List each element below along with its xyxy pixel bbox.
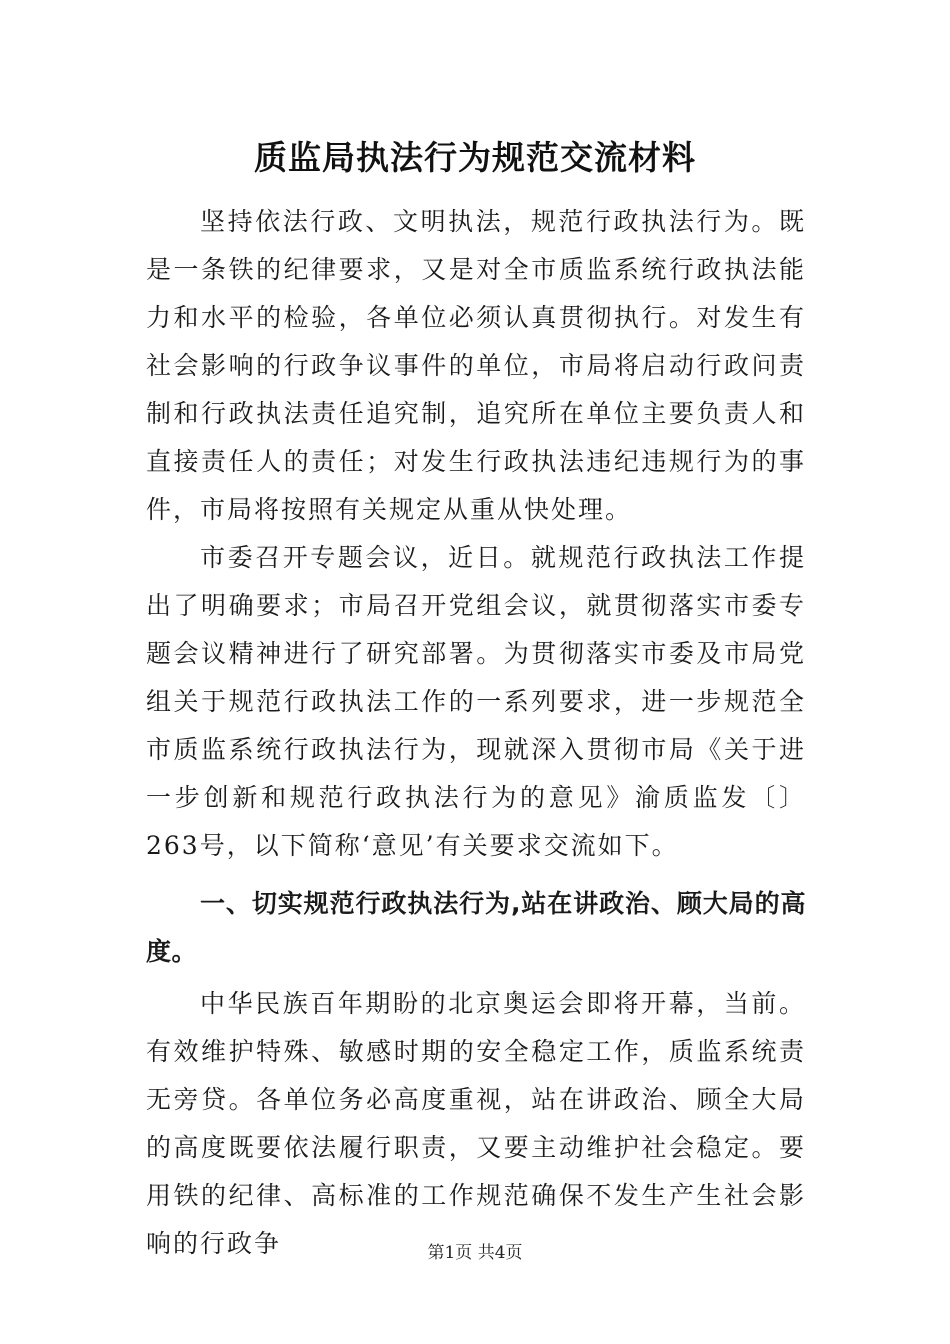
paragraph: 市委召开专题会议，近日。就规范行政执法工作提出了明确要求；市局召开党组会议，就贯彻落实市委专题会议精神进行了研究部署。为贯彻落实市委及市局党组关于规范行政执法工作的一系列要求，进一步规范全市质监系统行政执法行为，现就深入贯彻市局《关于进一步创新和规范行政执法行为的意见》渝质监发〔〕263号，以下简称‘意见’有关要求交流如下。 bbox=[146, 543, 806, 860]
paragraph: 坚持依法行政、文明执法，规范行政执法行为。既是一条铁的纪律要求，又是对全市质监系统行政执法能力和水平的检验，各单位必须认真贯彻执行。对发生有社会影响的行政争议事件的单位，市局将启动行政问责制和行政执法责任追究制，追究所在单位主要负责人和直接责任人的责任；对发生行政执法违纪违规行为的事件，市局将按照有关规定从重从快处理。 bbox=[146, 207, 806, 524]
document-body bbox=[146, 198, 806, 1268]
page-footer: 第1页 共4页 bbox=[427, 1243, 523, 1263]
paragraph: 中华民族百年期盼的北京奥运会即将开幕，当前。有效维护特殊、敏感时期的安全稳定工作，质监系统责无旁贷。各单位务必高度重视，站在讲政治、顾全大局的高度既要依法履行职责，又要主动维护社会稳定。要用铁的纪律、高标准的工作规范确保不发生产生社会影响的行政争 bbox=[146, 989, 806, 1258]
section-heading: 一、切实规范行政执法行为,站在讲政治、顾大局的高度。 bbox=[146, 889, 806, 966]
document-title: 质监局执法行为规范交流材料 bbox=[254, 138, 696, 177]
